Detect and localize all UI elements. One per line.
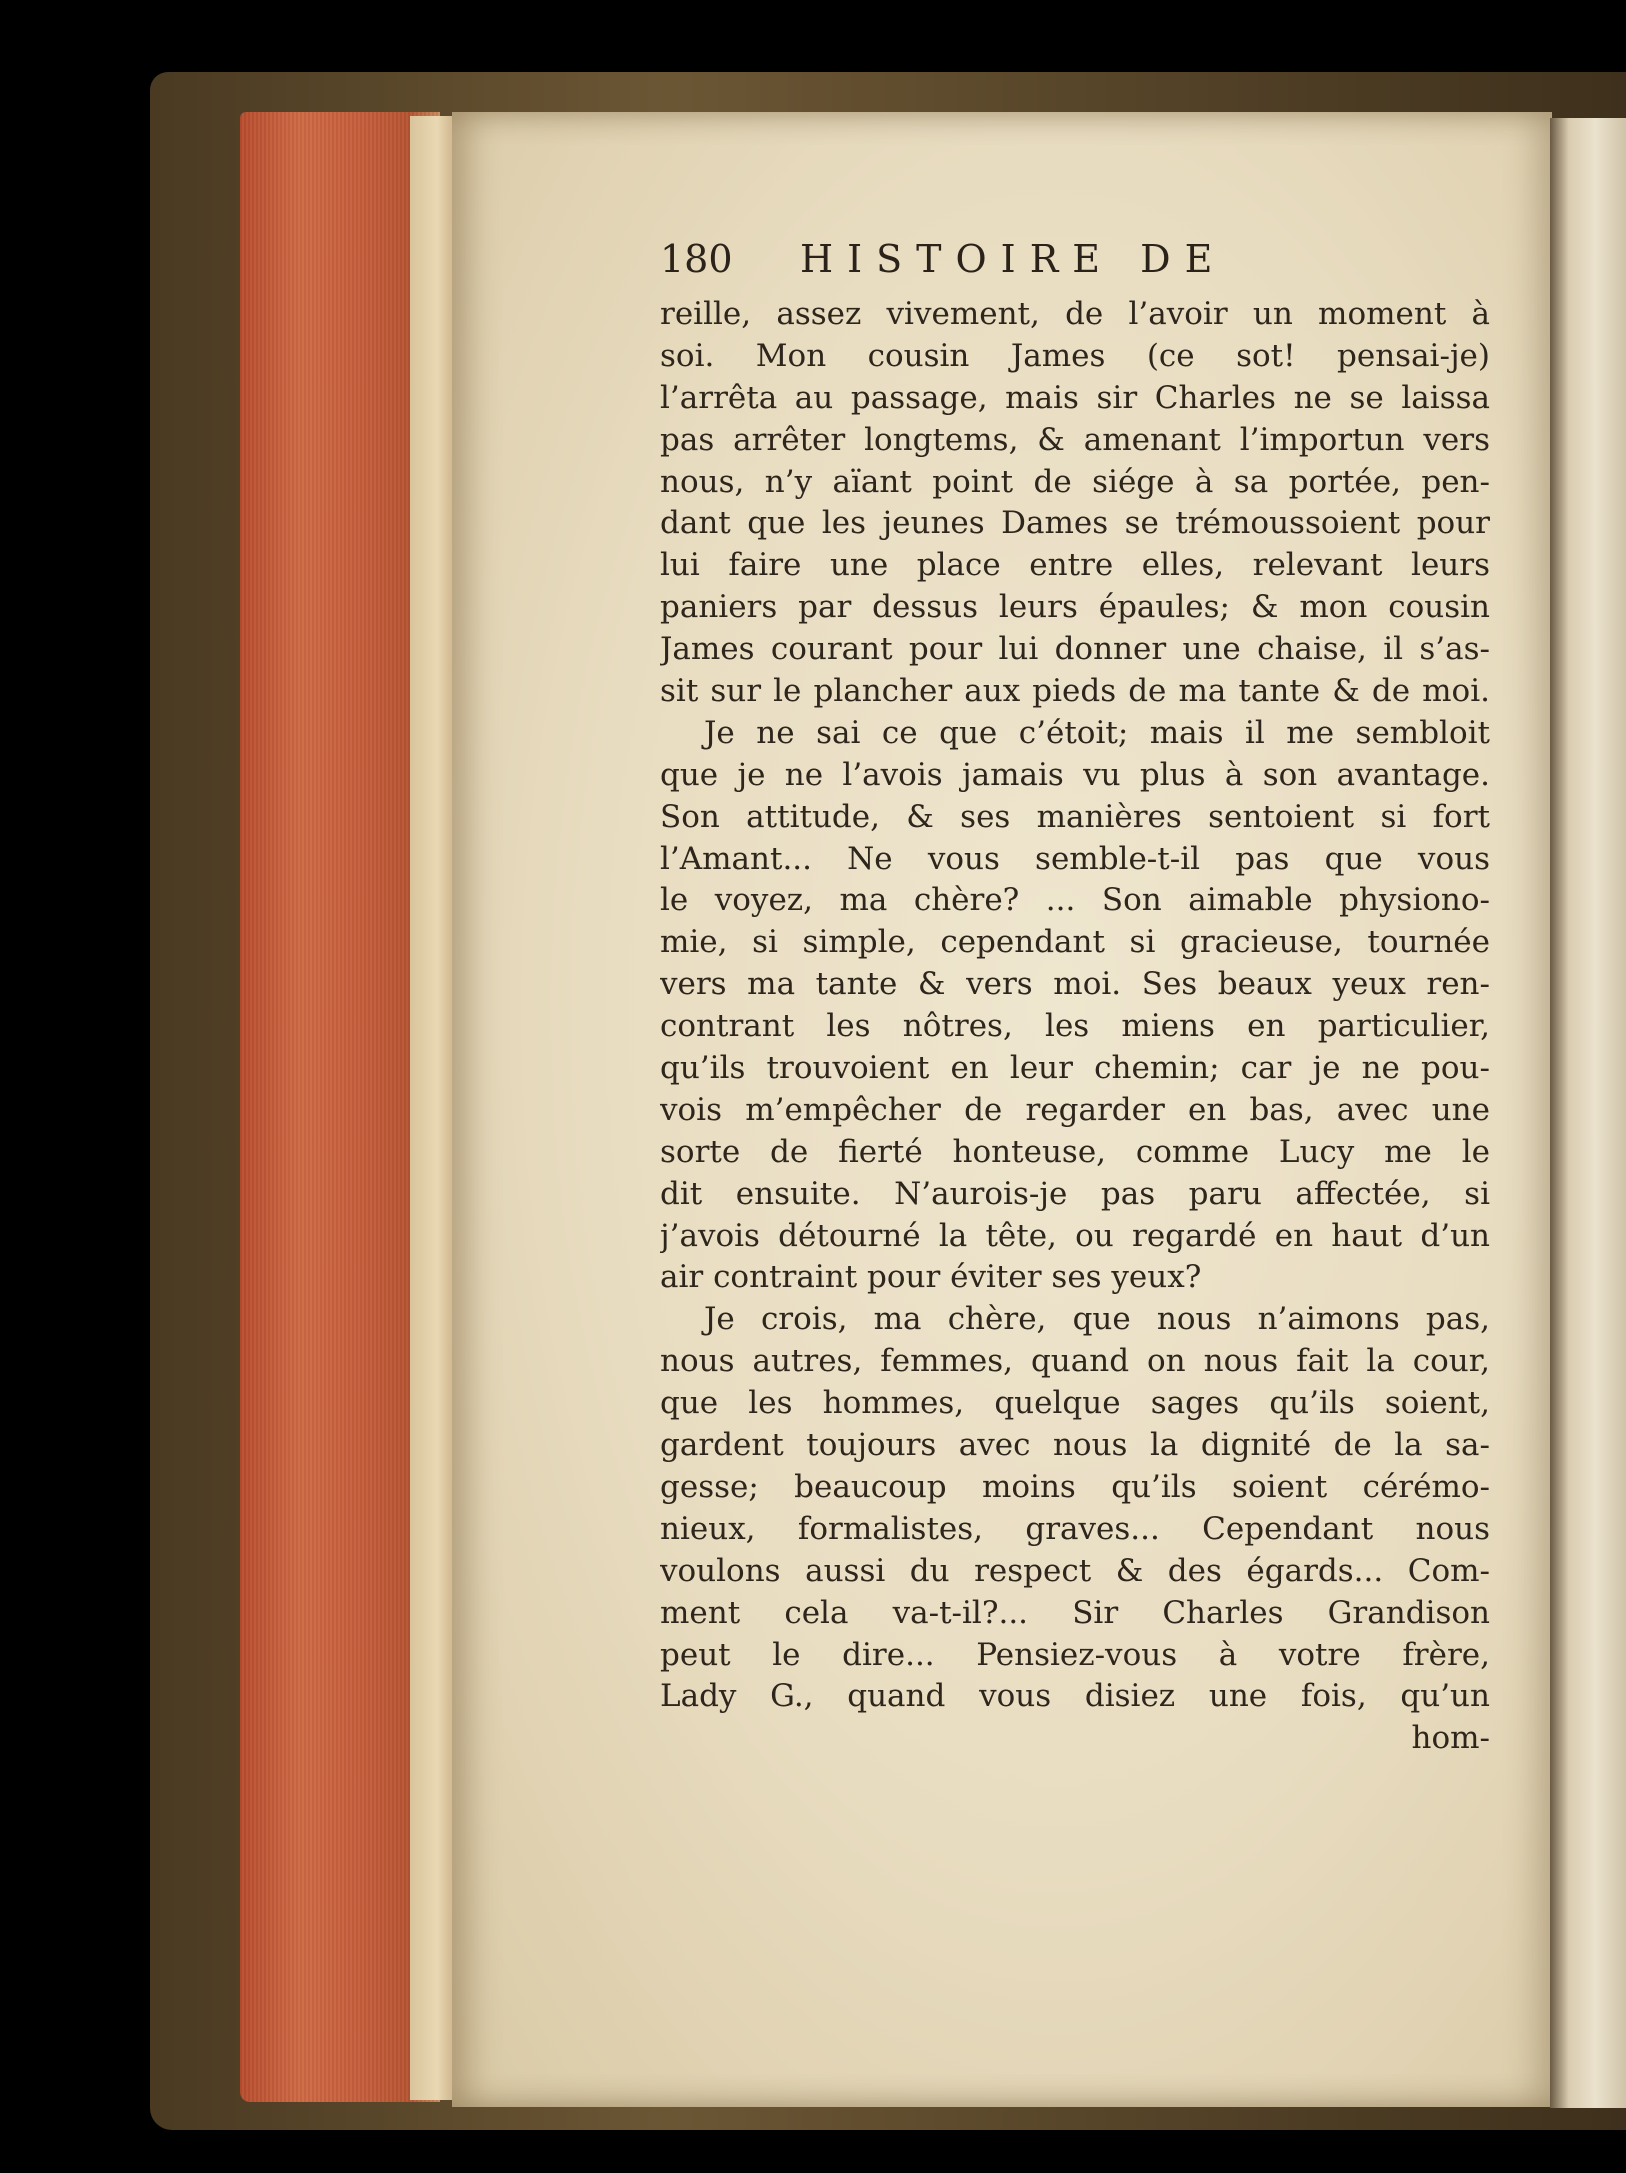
text-line: nous, n’y aïant point de siége à sa portée, pen- [660, 463, 1490, 500]
page-number: 180 [660, 237, 733, 281]
text-line: voulons aussi du respect & des égards... Com- [660, 1552, 1490, 1589]
text-line: lui faire une place entre elles, relevant leurs [660, 547, 1490, 584]
text-line: l’Amant... Ne vous semble-t-il pas que vous [660, 840, 1490, 877]
page-header [660, 235, 1500, 295]
body-text [660, 294, 1490, 1760]
text-line: soi. Mon cousin James (ce sot! pensai-je) [660, 337, 1490, 374]
text-line: nieux, formalistes, graves... Cependant nous [660, 1510, 1490, 1547]
text-line: vois m’empêcher de regarder en bas, avec une [660, 1091, 1490, 1128]
text-line: dit ensuite. N’aurois-je pas paru affectée, si [660, 1175, 1490, 1212]
text-line: l’arrêta au passage, mais sir Charles ne se laissa [660, 379, 1490, 416]
text-line: que les hommes, quelque sages qu’ils soient, [660, 1385, 1490, 1422]
text-line: James courant pour lui donner une chaise, il s’as- [660, 631, 1490, 668]
text-line: Son attitude, & ses manières sentoient si fort [660, 798, 1490, 835]
text-line: que je ne l’avois jamais vu plus à son avantage. [660, 756, 1490, 793]
text-line: reille, assez vivement, de l’avoir un moment à [660, 296, 1490, 332]
page-edges-light [410, 116, 455, 2100]
text-line: pas arrêter longtems, & amenant l’importun vers [660, 421, 1490, 458]
text-line: Je crois, ma chère, que nous n’aimons pas, [704, 1301, 1490, 1338]
text-line: nous autres, femmes, quand on nous fait la cour, [660, 1343, 1490, 1380]
text-line: air contraint pour éviter ses yeux? [660, 1259, 1202, 1296]
text-line: ment cela va-t-il?... Sir Charles Grandison [660, 1594, 1490, 1631]
running-head: HISTOIRE DE [800, 237, 1227, 281]
text-line: le voyez, ma chère? ... Son aimable physiono- [660, 882, 1490, 919]
facing-page-edge [1550, 118, 1626, 2108]
text-line: mie, si simple, cependant si gracieuse, tournée [660, 924, 1490, 961]
text-line: contrant les nôtres, les miens en particulier, [660, 1008, 1490, 1045]
text-line: Lady G., quand vous disiez une fois, qu’un [660, 1678, 1490, 1715]
text-line: dant que les jeunes Dames se trémoussoient pour [660, 505, 1490, 542]
text-line: sit sur le plancher aux pieds de ma tante & de moi. [660, 673, 1490, 710]
text-line: sorte de fierté honteuse, comme Lucy me le [660, 1133, 1490, 1170]
text-line: vers ma tante & vers moi. Ses beaux yeux ren- [660, 966, 1490, 1003]
catchword: hom- [1411, 1720, 1490, 1757]
text-line: qu’ils trouvoient en leur chemin; car je ne pou- [660, 1050, 1490, 1087]
text-line: j’avois détourné la tête, ou regardé en haut d’un [660, 1217, 1490, 1254]
text-line: gardent toujours avec nous la dignité de la sa- [660, 1427, 1490, 1464]
text-line: gesse; beaucoup moins qu’ils soient cérémo- [660, 1468, 1490, 1505]
text-line: Je ne sai ce que c’étoit; mais il me sembloit [704, 714, 1490, 751]
text-line: paniers par dessus leurs épaules; & mon cousin [660, 589, 1490, 626]
text-line: peut le dire... Pensiez-vous à votre frère, [660, 1636, 1490, 1673]
